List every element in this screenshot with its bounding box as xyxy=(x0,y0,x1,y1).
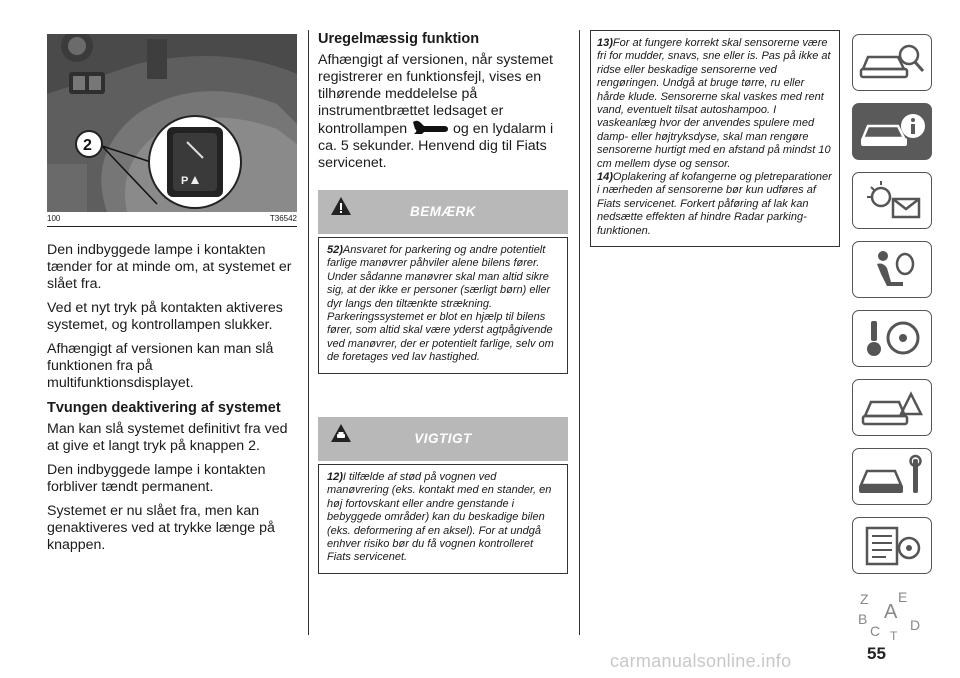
watermark: carmanualsonline.info xyxy=(610,651,792,671)
paragraph: Systemet er nu slået fra, men kan genaktiveres ved at trykke længe på knappen. xyxy=(47,503,275,553)
figure-rule xyxy=(47,226,297,227)
note-number: 52) xyxy=(327,244,343,256)
figure-code: T36542 xyxy=(269,214,297,223)
note-box-important xyxy=(318,417,568,574)
paragraph-text: og en lydalarm i ca. 5 sekunder. Henvend dig til Fiats servicenet. xyxy=(318,121,554,171)
note-text: For at fungere korrekt skal sensorerne være fri for mudder, snavs, sne eller is. Pas på ikke at ridse eller beskadige sensorerne ved rengøringen. Undgå at bruge tørre, ru eller hårde klude. Sensorerne skal vaskes med rent vand, eventuelt tilsat autoshampoo. I vaskeanlæg hvor der anvendes spulere med damp- eller højtryksdyse, skal man rengøre sensorerne hurtigt med en afstand på mindst 10 cm mellem dyse og sensor. xyxy=(597,37,831,170)
note-body xyxy=(318,464,568,574)
svg-text:C: C xyxy=(870,623,881,639)
note-box-warning xyxy=(318,190,568,374)
figure-caption xyxy=(47,214,297,223)
car-search-icon xyxy=(853,35,930,89)
note-header xyxy=(318,190,568,234)
sidebar-item-index[interactable] xyxy=(852,586,932,643)
alphabetical-index-icon xyxy=(852,586,929,640)
emergency-car-icon xyxy=(853,380,930,434)
sidebar-item-technical-data[interactable] xyxy=(852,517,932,574)
sidebar-item-emergency[interactable] xyxy=(852,379,932,436)
svg-text:E: E xyxy=(898,589,908,605)
section-heading: Uregelmæssig funktion xyxy=(318,31,480,47)
figure-steering-wheel-button xyxy=(47,34,297,212)
note-item xyxy=(591,37,839,171)
note-number: 13) xyxy=(597,37,613,49)
svg-text:T: T xyxy=(890,629,898,640)
svg-text:A: A xyxy=(884,601,898,623)
malfunction-paragraph xyxy=(318,52,570,172)
wrench-warning-icon xyxy=(411,120,449,134)
sidebar-item-safety[interactable] xyxy=(852,241,932,298)
sidebar-item-starting-driving[interactable] xyxy=(852,310,932,367)
callout-number: 2 xyxy=(83,137,92,154)
right-notes-box xyxy=(590,30,840,247)
car-info-icon xyxy=(853,104,930,158)
button-label: P xyxy=(181,175,189,187)
parking-sensor-button-closeup xyxy=(149,116,241,208)
paragraph: Den indbyggede lampe i kontakten forbliver tændt permanent. xyxy=(47,462,266,495)
middle-column xyxy=(318,30,570,179)
paragraph: Man kan slå systemet definitivt fra ved at give et langt tryk på knappen 2. xyxy=(47,421,288,454)
note-number: 14) xyxy=(597,171,613,184)
note-item xyxy=(591,171,839,238)
note-header xyxy=(318,417,568,461)
paragraph: Ved et nyt tryk på kontakten aktiveres systemet, og kontrollampen slukker. xyxy=(47,300,283,333)
svg-text:D: D xyxy=(910,617,921,633)
steering-wheel-photo xyxy=(47,34,297,212)
specifications-list-icon xyxy=(853,518,930,572)
column-divider xyxy=(308,30,309,635)
note-text: Oplakering af kofangerne og pletreparationer i nærheden af sensorerne bør kun udføres af Fiats servicenet. Forkert påføring af lak kan nedsætte effekten af hindre Radar parking-funktionen. xyxy=(597,171,832,237)
sidebar-item-getting-to-know[interactable] xyxy=(852,34,932,91)
paragraph-text: Afhængigt af versionen, når systemet registrerer en funktionsfejl, vises en tilhørende meddelelse på instrumentbrættet ledsaget er kontrollampen xyxy=(318,52,554,137)
key-steering-icon xyxy=(853,311,930,365)
note-title: BEMÆRK xyxy=(410,204,476,219)
left-column xyxy=(47,242,299,561)
sidebar-item-car-info[interactable] xyxy=(852,103,932,160)
note-body xyxy=(318,237,568,374)
car-maintenance-icon xyxy=(853,449,930,503)
page-number: 55 xyxy=(867,644,886,663)
figure-number: 100 xyxy=(47,214,61,223)
sidebar-item-warning-lights[interactable] xyxy=(852,172,932,229)
note-text: I tilfælde af stød på vognen ved manøvrering (eks. kontakt med en stander, en høj fortovskant eller andre genstande i bebyggede områder) kan du beskadige bilen (eks. deformering af en aksel). For at undgå enhver risiko bør du få vognen kontrolleret Fiats servicenet. xyxy=(327,471,552,564)
svg-text:B: B xyxy=(858,611,868,627)
note-number: 12) xyxy=(327,471,343,483)
warning-lights-icon xyxy=(853,173,930,227)
sidebar-item-maintenance[interactable] xyxy=(852,448,932,505)
column-divider xyxy=(579,30,580,635)
svg-text:Z: Z xyxy=(860,591,869,607)
note-title: VIGTIGT xyxy=(414,431,472,446)
note-text: Ansvaret for parkering og andre potentielt farlige manøvrer påhviler alene bilens fører. Under sådanne manøvrer skal man altid sikre sig, at der ikke er personer (særligt børn) eller dyr langs den tiltænkte strækning. Parkeringssystemet er blot en hjælp til bilens fører, som altid skal være yderst agtpågivende ved manøvrer, der er potentielt farlige, selv om de foretages ved lav hastighed. xyxy=(327,244,554,364)
paragraph: Afhængigt af versionen kan man slå funktionen fra på multifunktionsdisplayet. xyxy=(47,341,274,391)
airbag-seat-icon xyxy=(853,242,930,296)
paragraph: Den indbyggede lampe i kontakten tænder for at minde om, at systemet er slået fra. xyxy=(47,242,292,292)
section-heading: Tvungen deaktivering af systemet xyxy=(47,400,281,416)
